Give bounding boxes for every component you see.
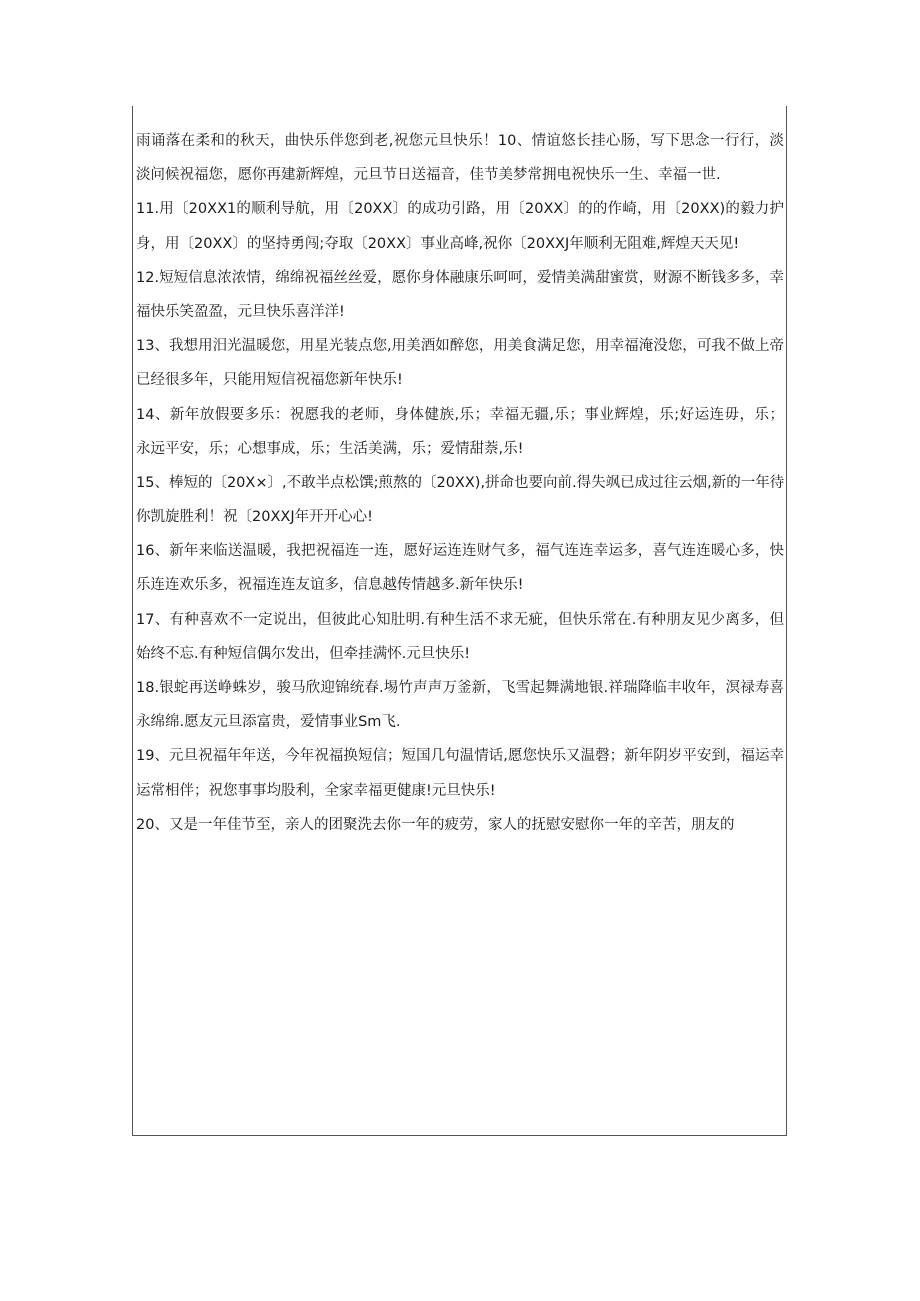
text-line: 14、新年放假要多乐：祝愿我的老师，身体健族,乐；幸福无疆,乐；事业辉煌，乐;好运连毋，乐； <box>136 406 784 423</box>
text-line: 你凯旋胜利！祝〔20XXJ年开开心心! <box>136 509 373 526</box>
text-line: 运常相伴；祝您事事均股利，全家幸福更健康!元旦快乐! <box>136 782 496 799</box>
text-line: 16、新年来临送温暖，我把祝福连一连，愿好运连连财气多，福气连连幸运多，喜气连连暖心多，快 <box>136 543 784 560</box>
text-line: 乐连连欢乐多，祝福连连友谊多，信息越传情越多.新年快乐! <box>136 577 524 594</box>
text-line: 始终不忘.有种短信偶尔发出，但牵挂满怀.元旦快乐! <box>136 645 471 662</box>
text-line: 永绵绵.愿友元旦添富贵，爱情事业Sm飞. <box>136 714 401 731</box>
text-line: 已经很多年，只能用短信祝福您新年快乐! <box>136 372 403 389</box>
text-line: 18.银蛇再送峥蛛岁，骏马欣迎锦统春.埸竹声声万釜新，飞雪起舞满地银.祥瑞降临丰收年，溟禄寿喜 <box>136 680 784 696</box>
text-line: 12.短短信息浓浓情，绵绵祝福丝丝爱，愿你身体融康乐呵呵，爱情美满甜蜜赏，财源不断钱多多，幸 <box>136 269 784 286</box>
text-line: 雨诵落在柔和的秋天，曲快乐伴您到老,祝您元旦快乐！10、情谊悠长挂心肠，写下思念一行行，淡 <box>136 133 784 149</box>
document-body <box>136 124 784 842</box>
text-line: 永远平安，乐；心想事成，乐；生活美满，乐；爱情甜萘,乐! <box>136 440 524 457</box>
text-line: 20、又是一年佳节至，亲人的团聚洗去你一年的疲劳，家人的抚慰安慰你一年的辛苦，朋友的 <box>136 816 735 833</box>
text-line: 15、棒短的〔20X×〕,不敢半点松馔;煎熬的〔20XX),拼命也要向前.得失飒已成过往云烟,新的一年待 <box>136 474 784 491</box>
text-line: 福快乐笑盈盈，元旦快乐喜洋洋! <box>136 303 345 320</box>
text-line: 11.用〔20XX1的顺利导航，用〔20XX〕的成功引路，用〔20XX〕的的作崎，用〔20XX)的毅力护 <box>136 201 784 218</box>
text-line: 淡问候祝福您，愿你再建新辉煌，元旦节日送福音，佳节美梦常拥电祝快乐一生、幸福一世. <box>136 167 721 184</box>
text-line: 19、元旦祝福年年送，今年祝福换短信；短国几句温情话,愿您快乐又温磬；新年阴岁平安到，福运幸 <box>136 748 784 765</box>
text-line: 13、我想用汨光温暖您，用星光装点您,用美酒如醉您，用美食满足您，用幸福淹没您，可我不做上帝 <box>136 338 784 355</box>
text-line: 身，用〔20XX〕的坚持勇闯;夺取〔20XX〕事业高峰,祝你〔20XXJ年顺利无阻难,辉煌天天见! <box>136 235 740 252</box>
text-line: 17、有种喜欢不一定说出，但彼此心知肚明.有种生活不求无疵，但快乐常在.有种朋友见少离多，但 <box>136 611 784 628</box>
